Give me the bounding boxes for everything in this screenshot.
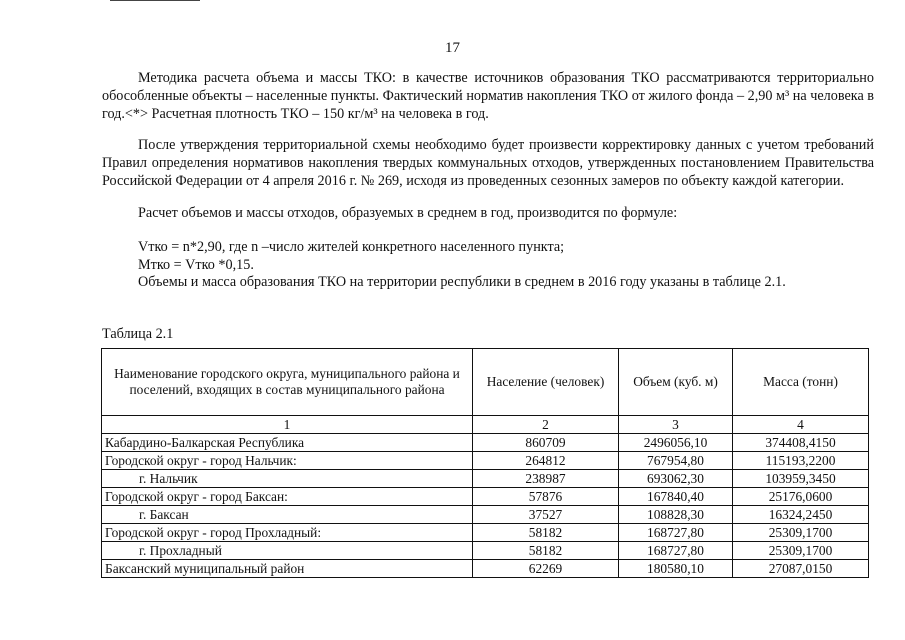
row-volume: 168727,80 — [619, 542, 733, 560]
row-name: Кабардино-Балкарская Республика — [102, 434, 473, 452]
summary-line: Объемы и масса образования ТКО на территории республики в среднем в 2016 году указаны в таблице 2.1. — [138, 274, 786, 290]
table-caption: Таблица 2.1 — [102, 326, 174, 342]
row-population: 58182 — [473, 524, 619, 542]
table-row — [102, 506, 869, 524]
header-volume: Объем (куб. м) — [619, 349, 733, 416]
column-number: 3 — [619, 416, 733, 434]
table-row — [102, 524, 869, 542]
paragraph-methodology: Методика расчета объема и массы ТКО: в качестве источников образования ТКО рассматриваются территориально обособленные объекты – населенные пункты. Фактический норматив накопления ТКО от жилого фонда – 2,90 м³ на человека в год.<*> Расчетная плотность ТКО – 150 кг/м³ на человека в год. — [102, 70, 874, 122]
row-volume: 767954,80 — [619, 452, 733, 470]
paragraph-formula-intro: Расчет объемов и массы отходов, образуемых в среднем в год, производится по формуле: — [138, 205, 678, 221]
row-name: Городской округ - город Баксан: — [102, 488, 473, 506]
row-name: Городской округ - город Прохладный: — [102, 524, 473, 542]
table-row — [102, 452, 869, 470]
row-population: 62269 — [473, 560, 619, 578]
top-rule — [110, 0, 200, 1]
row-volume: 168727,80 — [619, 524, 733, 542]
row-mass: 16324,2450 — [733, 506, 869, 524]
header-name: Наименование городского округа, муниципального района и поселений, входящих в состав муниципального района — [102, 349, 473, 416]
formula-mass: Мтко = Vтко *0,15. — [138, 257, 254, 273]
row-volume: 2496056,10 — [619, 434, 733, 452]
header-population: Население (человек) — [473, 349, 619, 416]
row-mass: 103959,3450 — [733, 470, 869, 488]
row-mass: 374408,4150 — [733, 434, 869, 452]
row-population: 264812 — [473, 452, 619, 470]
row-mass: 25309,1700 — [733, 524, 869, 542]
row-mass: 25176,0600 — [733, 488, 869, 506]
row-population: 238987 — [473, 470, 619, 488]
table-row — [102, 560, 869, 578]
row-volume: 108828,30 — [619, 506, 733, 524]
table-row — [102, 488, 869, 506]
row-name: Баксанский муниципальный район — [102, 560, 473, 578]
row-population: 57876 — [473, 488, 619, 506]
row-volume: 693062,30 — [619, 470, 733, 488]
row-mass: 25309,1700 — [733, 542, 869, 560]
header-mass: Масса (тонн) — [733, 349, 869, 416]
table-row — [102, 470, 869, 488]
row-population: 37527 — [473, 506, 619, 524]
column-number: 2 — [473, 416, 619, 434]
row-population: 860709 — [473, 434, 619, 452]
row-volume: 180580,10 — [619, 560, 733, 578]
table-row — [102, 434, 869, 452]
paragraph-correction: После утверждения территориальной схемы необходимо будет произвести корректировку данных с учетом требований Правил определения нормативов накопления твердых коммунальных отходов, утвержденных постановлением Правительства Российской Федерации от 4 апреля 2016 г. № 269, исходя из проведенных сезонных замеров по объекту каждой категории. — [102, 137, 874, 189]
table-header-row — [102, 349, 869, 416]
column-number-row — [102, 416, 869, 434]
page-number: 17 — [445, 40, 460, 56]
row-name: г. Прохладный — [102, 542, 473, 560]
formula-volume: Vтко = n*2,90, где n –число жителей конкретного населенного пункта; — [138, 239, 565, 255]
row-volume: 167840,40 — [619, 488, 733, 506]
row-population: 58182 — [473, 542, 619, 560]
table-row — [102, 542, 869, 560]
row-mass: 27087,0150 — [733, 560, 869, 578]
row-name: г. Баксан — [102, 506, 473, 524]
row-mass: 115193,2200 — [733, 452, 869, 470]
row-name: г. Нальчик — [102, 470, 473, 488]
row-name: Городской округ - город Нальчик: — [102, 452, 473, 470]
waste-table — [101, 348, 869, 578]
column-number: 1 — [102, 416, 473, 434]
column-number: 4 — [733, 416, 869, 434]
